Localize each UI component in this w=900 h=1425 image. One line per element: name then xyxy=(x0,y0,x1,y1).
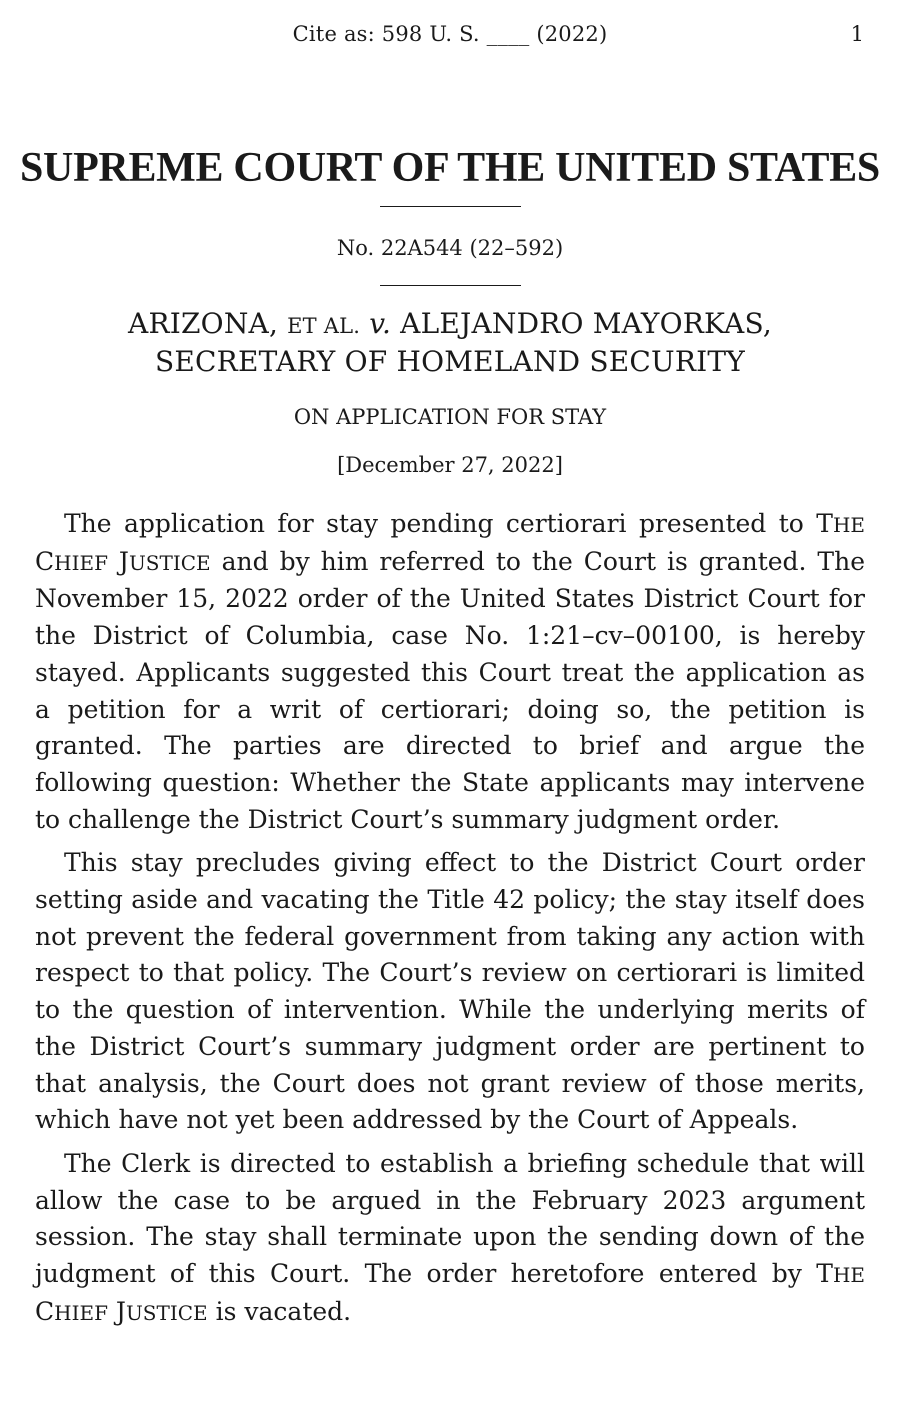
opinion-paragraph-1: The application for stay pending certiorari presented to THE CHIEF JUSTICE and by him referred to the Court is granted. The November 15, 2022 order of the United States District Court for the District of Columbia, case No. 1:21–cv–00100, is hereby stayed. Applicants suggested this Court treat the application as a petition for a writ of certiorari; doing so, the petition is granted. The parties are directed to brief and argue the following question: Whether the State applicants may intervene to challenge the District Court’s summary judgment order. xyxy=(35,509,866,834)
et-al: ET AL. xyxy=(287,314,361,338)
citation: Cite as: 598 U. S. ____ (2022) xyxy=(292,22,608,46)
court-name: SUPREME COURT OF THE UNITED STATES xyxy=(19,145,880,191)
versus: v. xyxy=(369,307,392,340)
case-caption xyxy=(0,306,900,380)
page-number: 1 xyxy=(850,22,864,46)
chief-justice-smallcaps: THE CHIEF JUSTICE xyxy=(35,509,865,576)
opinion-paragraph-2: This stay precludes giving effect to the District Court order setting aside and vacating the Title 42 policy; the stay itself does not prevent the federal government from taking any action with respect to that policy. The Court’s review on certiorari is limited to the question of intervention. While the underlying merits of the District Court’s summary judgment order are pertinent to that analysis, the Court does not grant review of those merits, which have not yet been addressed by the Court of Appeals. xyxy=(35,848,865,1135)
chief-justice-smallcaps: THE CHIEF JUSTICE xyxy=(35,1259,866,1326)
caption-line-1 xyxy=(0,306,900,344)
caption-line-2: SECRETARY OF HOMELAND SECURITY xyxy=(155,345,745,378)
respondent: ALEJANDRO MAYORKAS, xyxy=(400,307,772,340)
divider-rule-top xyxy=(380,206,521,207)
docket-number: No. 22A544 (22–592) xyxy=(336,236,564,260)
opinion-paragraph-3: The Clerk is directed to establish a briefing schedule that will allow the case to be argued in the February 2023 argument session. The stay shall terminate upon the sending down of the judgment of this Court. The order heretofore entered by THE CHIEF JUSTICE is vacated. xyxy=(35,1148,866,1326)
divider-rule-bottom xyxy=(380,285,521,286)
application-type: ON APPLICATION FOR STAY xyxy=(293,405,607,429)
decision-date: [December 27, 2022] xyxy=(337,453,563,477)
opinion-body xyxy=(35,506,865,1338)
petitioner: ARIZONA, xyxy=(128,307,279,340)
running-header xyxy=(0,20,900,48)
